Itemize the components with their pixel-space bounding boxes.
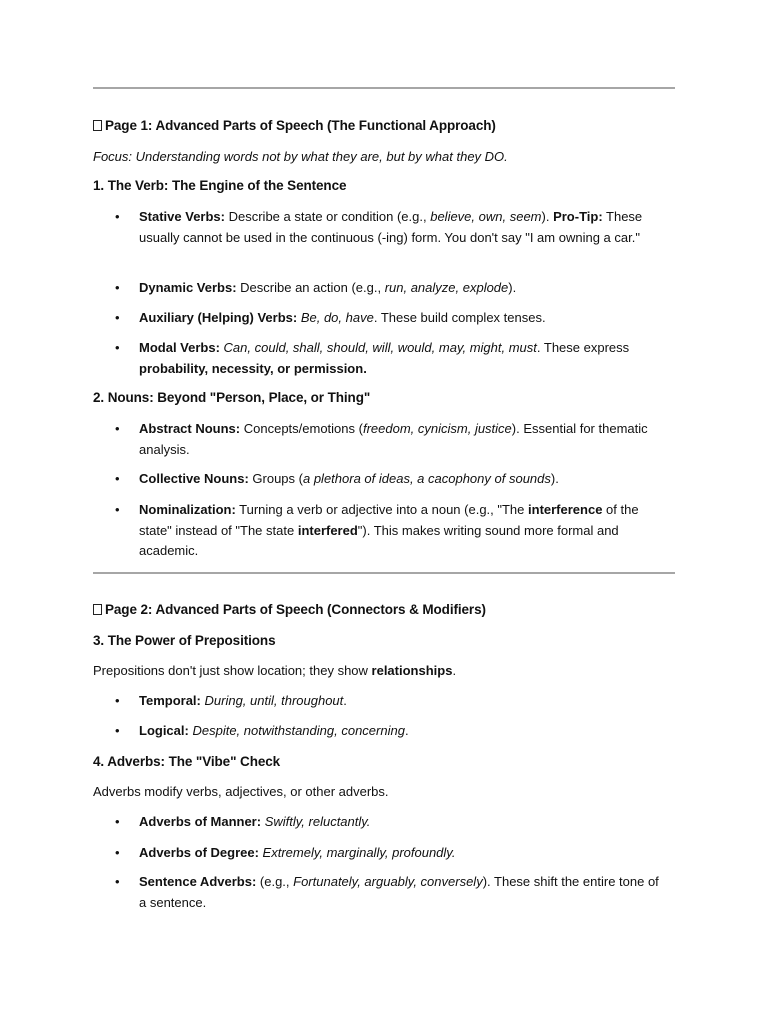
section3-intro: Prepositions don't just show location; they show relationships. bbox=[93, 663, 457, 678]
list-item: Nominalization: Turning a verb or adjective into a noun (e.g., "The interference of the state" instead of "The state interfered"). This makes writing sound more formal and academic. bbox=[139, 502, 639, 558]
page2-title: Page 2: Advanced Parts of Speech (Connectors & Modifiers) bbox=[93, 600, 486, 620]
bullet-icon: • bbox=[115, 310, 120, 325]
bullet-icon: • bbox=[115, 723, 120, 738]
bullet-icon: • bbox=[115, 502, 120, 517]
list-item: Adverbs of Degree: Extremely, marginally, profoundly. bbox=[139, 845, 456, 860]
list-item: Stative Verbs: Describe a state or condition (e.g., believe, own, seem). Pro-Tip: These usually cannot be used in the continuous (-ing) form. You don't say "I am owning a car." bbox=[139, 209, 643, 245]
missing-glyph-icon bbox=[93, 604, 102, 615]
missing-glyph-icon bbox=[93, 120, 102, 131]
list-item: Modal Verbs: Can, could, shall, should, will, would, may, might, must. These express probability, necessity, or permission. bbox=[139, 340, 630, 376]
bullet-icon: • bbox=[115, 693, 120, 708]
bullet-icon: • bbox=[115, 340, 120, 355]
list-item: Abstract Nouns: Concepts/emotions (freedom, cynicism, justice). Essential for thematic analysis. bbox=[139, 421, 648, 457]
section1-heading: 1. The Verb: The Engine of the Sentence bbox=[93, 178, 347, 193]
list-item: Dynamic Verbs: Describe an action (e.g., run, analyze, explode). bbox=[139, 280, 517, 295]
bullet-icon: • bbox=[115, 471, 120, 486]
bullet-icon: • bbox=[115, 814, 120, 829]
section4-heading: 4. Adverbs: The "Vibe" Check bbox=[93, 754, 281, 769]
bullet-icon: • bbox=[115, 845, 120, 860]
list-item: Logical: Despite, notwithstanding, concerning. bbox=[139, 723, 409, 738]
bullet-icon: • bbox=[115, 874, 120, 889]
list-item: Collective Nouns: Groups (a plethora of ideas, a cacophony of sounds). bbox=[139, 471, 559, 486]
page1-title: Page 1: Advanced Parts of Speech (The Functional Approach) bbox=[93, 116, 496, 136]
bullet-icon: • bbox=[115, 280, 120, 295]
horizontal-rule bbox=[93, 572, 675, 574]
bullet-icon: • bbox=[115, 209, 120, 224]
section3-heading: 3. The Power of Prepositions bbox=[93, 633, 276, 648]
section4-intro: Adverbs modify verbs, adjectives, or other adverbs. bbox=[93, 784, 389, 799]
list-item: Temporal: During, until, throughout. bbox=[139, 693, 347, 708]
horizontal-rule bbox=[93, 87, 675, 89]
list-item: Auxiliary (Helping) Verbs: Be, do, have. These build complex tenses. bbox=[139, 310, 546, 325]
list-item: Adverbs of Manner: Swiftly, reluctantly. bbox=[139, 814, 371, 829]
focus-line: Focus: Understanding words not by what they are, but by what they DO. bbox=[93, 149, 508, 164]
section2-heading: 2. Nouns: Beyond "Person, Place, or Thing" bbox=[93, 390, 371, 405]
list-item: Sentence Adverbs: (e.g., Fortunately, arguably, conversely). These shift the entire tone of a sentence. bbox=[139, 874, 659, 910]
bullet-icon: • bbox=[115, 421, 120, 436]
